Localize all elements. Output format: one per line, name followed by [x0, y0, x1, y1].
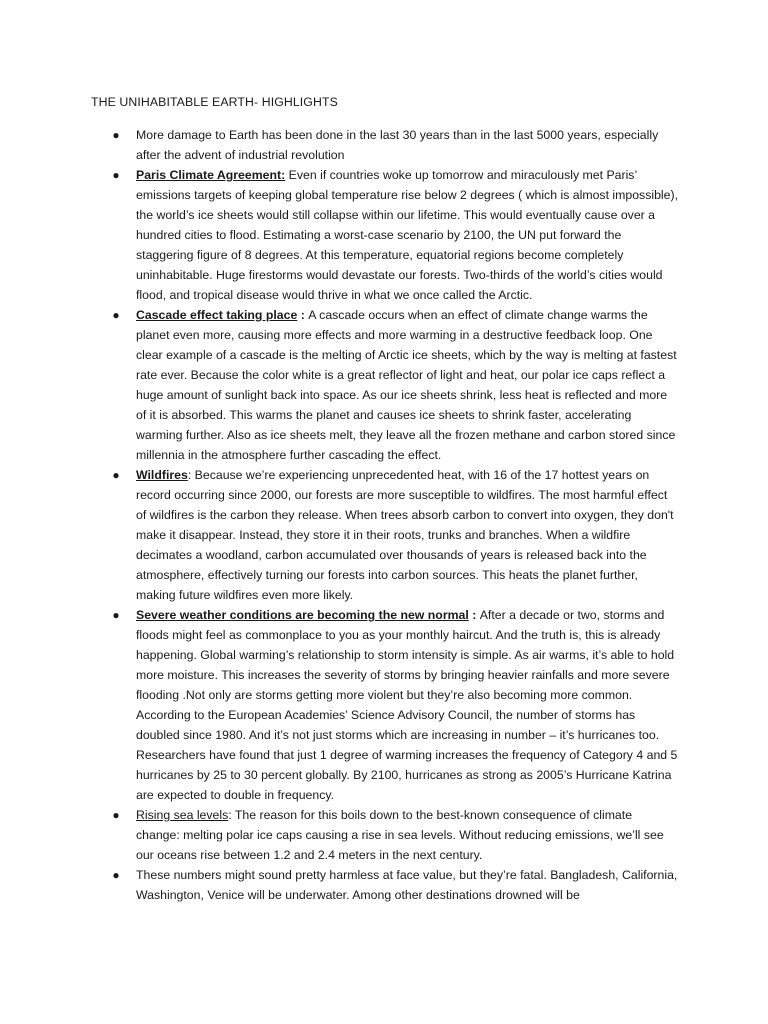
item-separator: :	[297, 308, 309, 322]
bullet-icon: ●	[112, 168, 120, 182]
list-item	[112, 465, 678, 605]
bullet-icon: ●	[112, 128, 120, 142]
list-item	[112, 605, 678, 805]
list-item	[112, 125, 678, 165]
item-text: A cascade occurs when an effect of climate change warms the planet even more, causing more effects and more warming in a destructive feedback loop. One clear example of a cascade is the melting of Arctic ice sheets, which by the way is melting at fastest rate ever. Because the color white is a great reflector of light and heat, our polar ice caps reflect a huge amount of sunlight back into space. As our ice sheets shrink, less heat is reflected and more of it is absorbed. This warms the planet and causes ice sheets to shrink faster, accelerating warming further. Also as ice sheets melt, they leave all the frozen methane and carbon stored since millennia in the atmosphere further cascading the effect.	[136, 308, 677, 462]
bullet-icon: ●	[112, 608, 120, 622]
item-text: : The reason for this boils down to the best-known consequence of climate change: melting polar ice caps causing a rise in sea levels. Without reducing emissions, we’ll see our oceans rise between 1.2 and 2.4 meters in the next century.	[136, 808, 664, 862]
item-heading: Cascade effect taking place	[136, 308, 298, 322]
document-title: THE UNIHABITABLE EARTH- HIGHLIGHTS	[91, 95, 338, 109]
item-text: Even if countries woke up tomorrow and miraculously met Paris’ emissions targets of keeping global temperature rise below 2 degrees ( which is almost impossible), the world’s ice sheets would still collapse within our lifetime. This would eventually cause over a hundred cities to flood. Estimating a worst-case scenario by 2100, the UN put forward the staggering figure of 8 degrees. At this temperature, equatorial regions become completely uninhabitable. Huge firestorms would devastate our forests. Two-thirds of the world’s cities would flood, and tropical disease would thrive in what we once called the Arctic.	[136, 168, 678, 302]
item-heading: Paris Climate Agreement:	[136, 168, 286, 182]
bullet-icon: ●	[112, 468, 120, 482]
list-item	[112, 865, 678, 905]
list-item	[112, 165, 678, 305]
list-item	[112, 305, 678, 465]
item-text: More damage to Earth has been done in the last 30 years than in the last 5000 years, especially after the advent of industrial revolution	[136, 128, 659, 162]
item-text: After a decade or two, storms and floods might feel as commonplace to you as your monthly haircut. And the truth is, this is already happening. Global warming’s relationship to storm intensity is simple. As air warms, it’s able to hold more moisture. This increases the severity of storms by bringing heavier rainfalls and more severe flooding .Not only are storms getting more violent but they’re also becoming more common. According to the European Academies’ Science Advisory Council, the number of storms has doubled since 1980. And it’s not just storms which are increasing in number – it’s hurricanes too. Researchers have found that just 1 degree of warming increases the frequency of Category 4 and 5 hurricanes by 25 to 30 percent globally. By 2100, hurricanes as strong as 2005’s Hurricane Katrina are expected to double in frequency.	[136, 608, 678, 802]
highlights-list	[112, 125, 678, 905]
bullet-icon: ●	[112, 868, 120, 882]
bullet-icon: ●	[112, 808, 120, 822]
list-item	[112, 805, 678, 865]
bullet-icon: ●	[112, 308, 120, 322]
item-text: These numbers might sound pretty harmless at face value, but they’re fatal. Bangladesh, California, Washington, Venice will be underwater. Among other destinations drowned will be	[136, 868, 678, 902]
item-heading: Severe weather conditions are becoming the new normal	[136, 608, 469, 622]
item-separator: :	[468, 608, 480, 622]
item-heading: Rising sea levels	[136, 808, 229, 822]
item-text: : Because we’re experiencing unprecedented heat, with 16 of the 17 hottest years on record occurring since 2000, our forests are more susceptible to wildfires. The most harmful effect of wildfires is the carbon they release. When trees absorb carbon to convert into oxygen, they don't make it disappear. Instead, they store it in their roots, trunks and branches. When a wildfire decimates a woodland, carbon accumulated over thousands of years is released back into the atmosphere, effectively turning our forests into carbon sources. This heats the planet further, making future wildfires even more likely.	[136, 468, 674, 602]
item-heading: Wildfires	[136, 468, 188, 482]
